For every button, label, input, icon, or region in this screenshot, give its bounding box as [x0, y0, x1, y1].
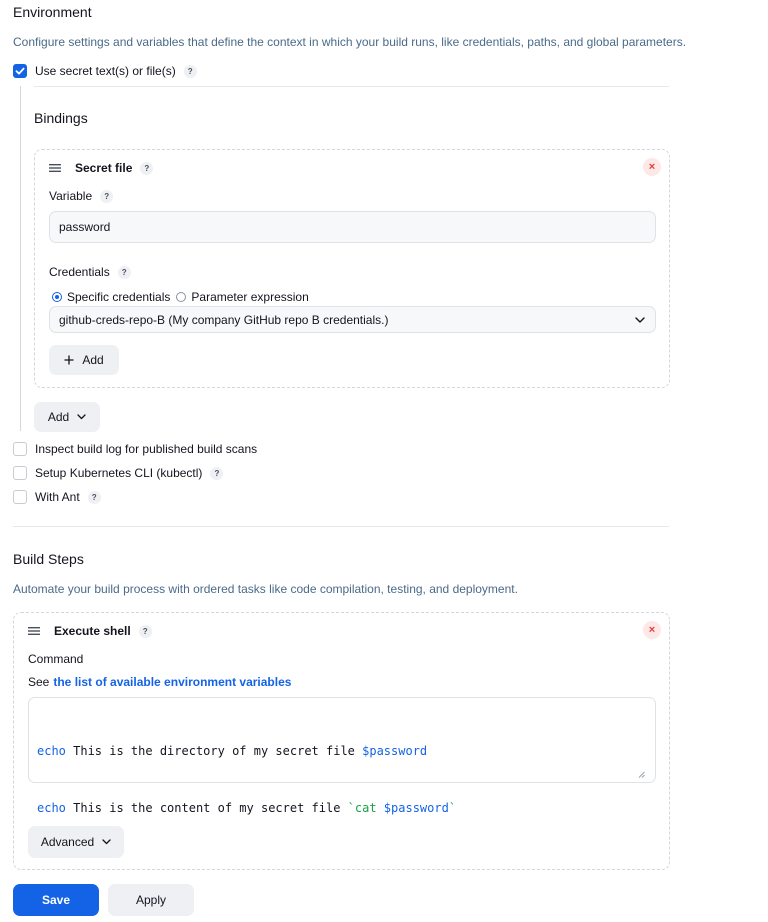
help-icon[interactable]: ? — [140, 162, 153, 175]
option-checkbox[interactable] — [13, 466, 27, 480]
plus-icon — [64, 355, 74, 365]
divider — [34, 86, 669, 87]
advanced-label: Advanced — [40, 835, 95, 849]
use-secret-label: Use secret text(s) or file(s) — [35, 64, 176, 78]
option-row[interactable] — [13, 442, 257, 456]
drag-handle-icon[interactable] — [28, 626, 40, 636]
code-keyword: echo — [37, 744, 66, 758]
add-credential-label: Add — [82, 353, 104, 367]
code-backtick: `cat — [347, 801, 384, 815]
add-binding-label: Add — [47, 410, 70, 424]
radio-param-label: Parameter expression — [191, 290, 309, 304]
help-icon[interactable]: ? — [100, 190, 113, 203]
apply-button[interactable]: Apply — [108, 884, 194, 916]
command-textarea[interactable] — [28, 697, 656, 815]
see-prefix: See — [28, 675, 50, 689]
option-label: With Ant — [35, 490, 80, 504]
selected-credential: github-creds-repo-B (My company GitHub repo B credentials.) — [59, 312, 389, 327]
env-variables-link[interactable]: the list of available environment variables — [53, 675, 292, 689]
code-backtick: ` — [448, 801, 457, 815]
radio-specific-label: Specific credentials — [67, 290, 171, 304]
secret-file-title: Secret file — [75, 161, 133, 175]
add-credential-button[interactable] — [49, 345, 119, 375]
close-icon[interactable]: × — [643, 621, 661, 639]
radio-specific-credentials[interactable] — [52, 292, 62, 302]
help-icon[interactable]: ? — [184, 65, 197, 78]
environment-title: Environment — [13, 4, 92, 20]
environment-description: Configure settings and variables that define the context in which your build runs, like credentials, paths, and global parameters. — [13, 35, 687, 49]
option-label: Inspect build log for published build scans — [35, 442, 258, 456]
help-icon[interactable]: ? — [88, 491, 101, 504]
execute-shell-card — [13, 612, 670, 870]
credentials-label: Credentials — [49, 265, 110, 279]
build-steps-description: Automate your build process with ordered tasks like code compilation, testing, and deployment. — [13, 582, 518, 596]
credentials-select[interactable] — [49, 306, 656, 333]
variable-label: Variable — [49, 189, 93, 203]
resize-handle-icon[interactable] — [638, 771, 645, 778]
help-icon[interactable]: ? — [118, 266, 131, 279]
code-text: This is the directory of my secret file — [65, 744, 363, 758]
chevron-down-icon — [102, 839, 111, 845]
code-text: This is the content of my secret file — [65, 801, 348, 815]
radio-parameter-expression[interactable] — [176, 292, 186, 302]
add-binding-button[interactable] — [34, 402, 100, 432]
help-icon[interactable]: ? — [139, 625, 152, 638]
use-secret-row[interactable] — [13, 64, 197, 78]
footer-bar — [0, 872, 686, 922]
nested-guide-line — [20, 86, 21, 431]
option-row[interactable] — [13, 490, 101, 504]
option-checkbox[interactable] — [13, 442, 27, 456]
code-variable: $password — [383, 801, 449, 815]
variable-input[interactable]: password — [49, 211, 656, 243]
drag-handle-icon[interactable] — [49, 163, 61, 173]
code-variable: $password — [362, 744, 428, 758]
option-label: Setup Kubernetes CLI (kubectl) — [35, 466, 203, 480]
chevron-down-icon — [635, 317, 645, 323]
bindings-title: Bindings — [34, 110, 88, 126]
option-checkbox[interactable] — [13, 490, 27, 504]
save-button[interactable]: Save — [13, 884, 99, 916]
option-row[interactable] — [13, 466, 223, 480]
help-icon[interactable]: ? — [210, 467, 223, 480]
use-secret-checkbox[interactable] — [13, 64, 27, 78]
code-keyword: echo — [37, 801, 66, 815]
secret-file-card — [34, 149, 670, 388]
command-label: Command — [28, 652, 84, 666]
execute-shell-title: Execute shell — [54, 624, 131, 638]
close-icon[interactable]: × — [643, 158, 661, 176]
section-divider — [13, 526, 669, 527]
advanced-button[interactable] — [28, 826, 124, 858]
build-steps-title: Build Steps — [13, 551, 84, 567]
check-icon — [14, 65, 26, 77]
chevron-down-icon — [77, 414, 86, 420]
